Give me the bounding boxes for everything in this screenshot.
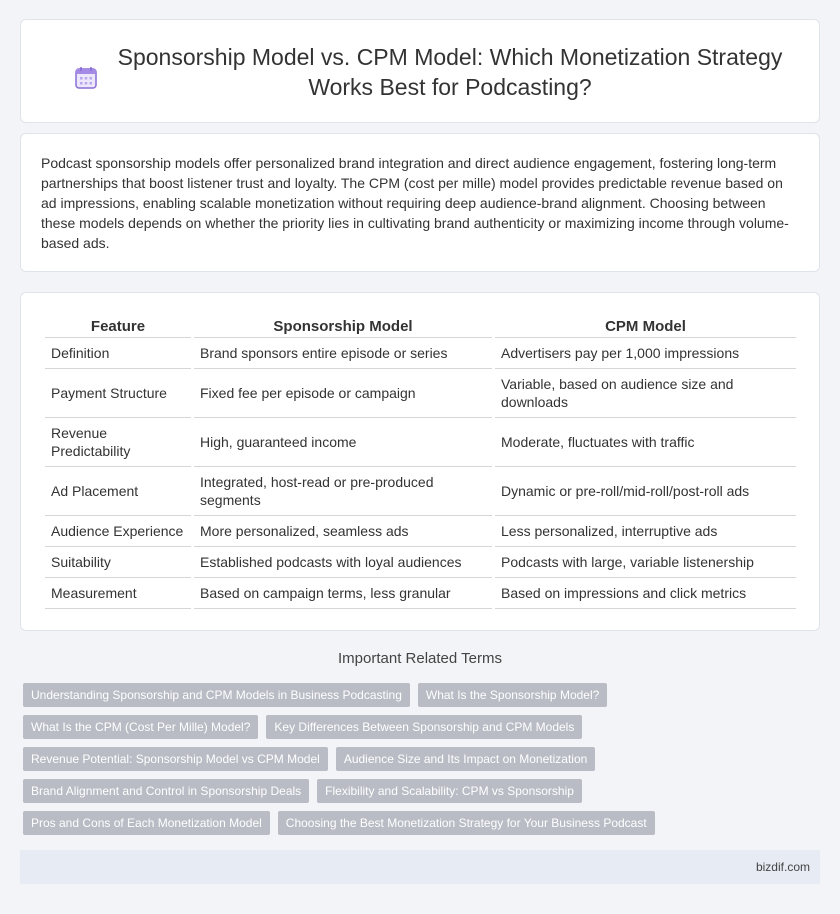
table-cell: Variable, based on audience size and downloads bbox=[495, 369, 796, 418]
table-cell: Advertisers pay per 1,000 impressions bbox=[495, 338, 796, 369]
related-terms-list bbox=[23, 683, 803, 843]
intro-card bbox=[20, 133, 820, 272]
related-term-tag[interactable]: Revenue Potential: Sponsorship Model vs CPM Model bbox=[23, 747, 328, 771]
table-row bbox=[45, 578, 796, 609]
comparison-table bbox=[42, 314, 799, 609]
page-title: Sponsorship Model vs. CPM Model: Which Monetization Strategy Works Best for Podcasting? bbox=[117, 44, 783, 100]
related-term-tag[interactable]: Audience Size and Its Impact on Monetization bbox=[336, 747, 595, 771]
table-row bbox=[45, 418, 796, 467]
table-cell: Established podcasts with loyal audiences bbox=[194, 547, 492, 578]
related-term-tag[interactable]: Brand Alignment and Control in Sponsorship Deals bbox=[23, 779, 309, 803]
table-cell: Ad Placement bbox=[45, 467, 191, 516]
related-term-tag[interactable]: Pros and Cons of Each Monetization Model bbox=[23, 811, 270, 835]
header-feature: Feature bbox=[45, 314, 191, 338]
header-sponsorship: Sponsorship Model bbox=[194, 314, 492, 338]
table-cell: Measurement bbox=[45, 578, 191, 609]
header-cpm: CPM Model bbox=[495, 314, 796, 338]
table-cell: Suitability bbox=[45, 547, 191, 578]
related-term-tag[interactable]: Key Differences Between Sponsorship and CPM Models bbox=[266, 715, 582, 739]
table-cell: Based on campaign terms, less granular bbox=[194, 578, 492, 609]
table-cell: Audience Experience bbox=[45, 516, 191, 547]
table-cell: Fixed fee per episode or campaign bbox=[194, 369, 492, 418]
table-cell: Brand sponsors entire episode or series bbox=[194, 338, 492, 369]
table-cell: High, guaranteed income bbox=[194, 418, 492, 467]
table-cell: Based on impressions and click metrics bbox=[495, 578, 796, 609]
title-card bbox=[20, 19, 820, 123]
comparison-card bbox=[20, 292, 820, 631]
table-cell: More personalized, seamless ads bbox=[194, 516, 492, 547]
table-cell: Dynamic or pre-roll/mid-roll/post-roll ads bbox=[495, 467, 796, 516]
table-cell: Less personalized, interruptive ads bbox=[495, 516, 796, 547]
calendar-icon bbox=[74, 66, 98, 90]
table-cell: Revenue Predictability bbox=[45, 418, 191, 467]
footer-site-link[interactable]: bizdif.com bbox=[755, 860, 810, 874]
intro-paragraph: Podcast sponsorship models offer personalized brand integration and direct audience engagement, fostering long-term partnerships that boost listener trust and loyalty. The CPM (cost per mille) model provides predictable revenue based on ad impressions, enabling scalable monetization without requiring deep audience-brand alignment. Choosing between these models depends on whether the priority lies in cultivating brand authenticity or maximizing income through volume-based ads. bbox=[41, 155, 789, 251]
related-term-tag[interactable]: What Is the Sponsorship Model? bbox=[418, 683, 607, 707]
table-cell: Payment Structure bbox=[45, 369, 191, 418]
table-row bbox=[45, 547, 796, 578]
table-cell: Podcasts with large, variable listenership bbox=[495, 547, 796, 578]
related-terms-heading: Important Related Terms bbox=[338, 650, 502, 667]
table-header-row bbox=[45, 314, 796, 338]
table-cell: Definition bbox=[45, 338, 191, 369]
related-term-tag[interactable]: Understanding Sponsorship and CPM Models in Business Podcasting bbox=[23, 683, 410, 707]
table-cell: Integrated, host-read or pre-produced segments bbox=[194, 467, 492, 516]
footer bbox=[20, 850, 820, 884]
table-row bbox=[45, 516, 796, 547]
table-row bbox=[45, 467, 796, 516]
table-row bbox=[45, 369, 796, 418]
table-row bbox=[45, 338, 796, 369]
related-term-tag[interactable]: What Is the CPM (Cost Per Mille) Model? bbox=[23, 715, 258, 739]
related-term-tag[interactable]: Choosing the Best Monetization Strategy for Your Business Podcast bbox=[278, 811, 655, 835]
related-term-tag[interactable]: Flexibility and Scalability: CPM vs Sponsorship bbox=[317, 779, 582, 803]
table-cell: Moderate, fluctuates with traffic bbox=[495, 418, 796, 467]
